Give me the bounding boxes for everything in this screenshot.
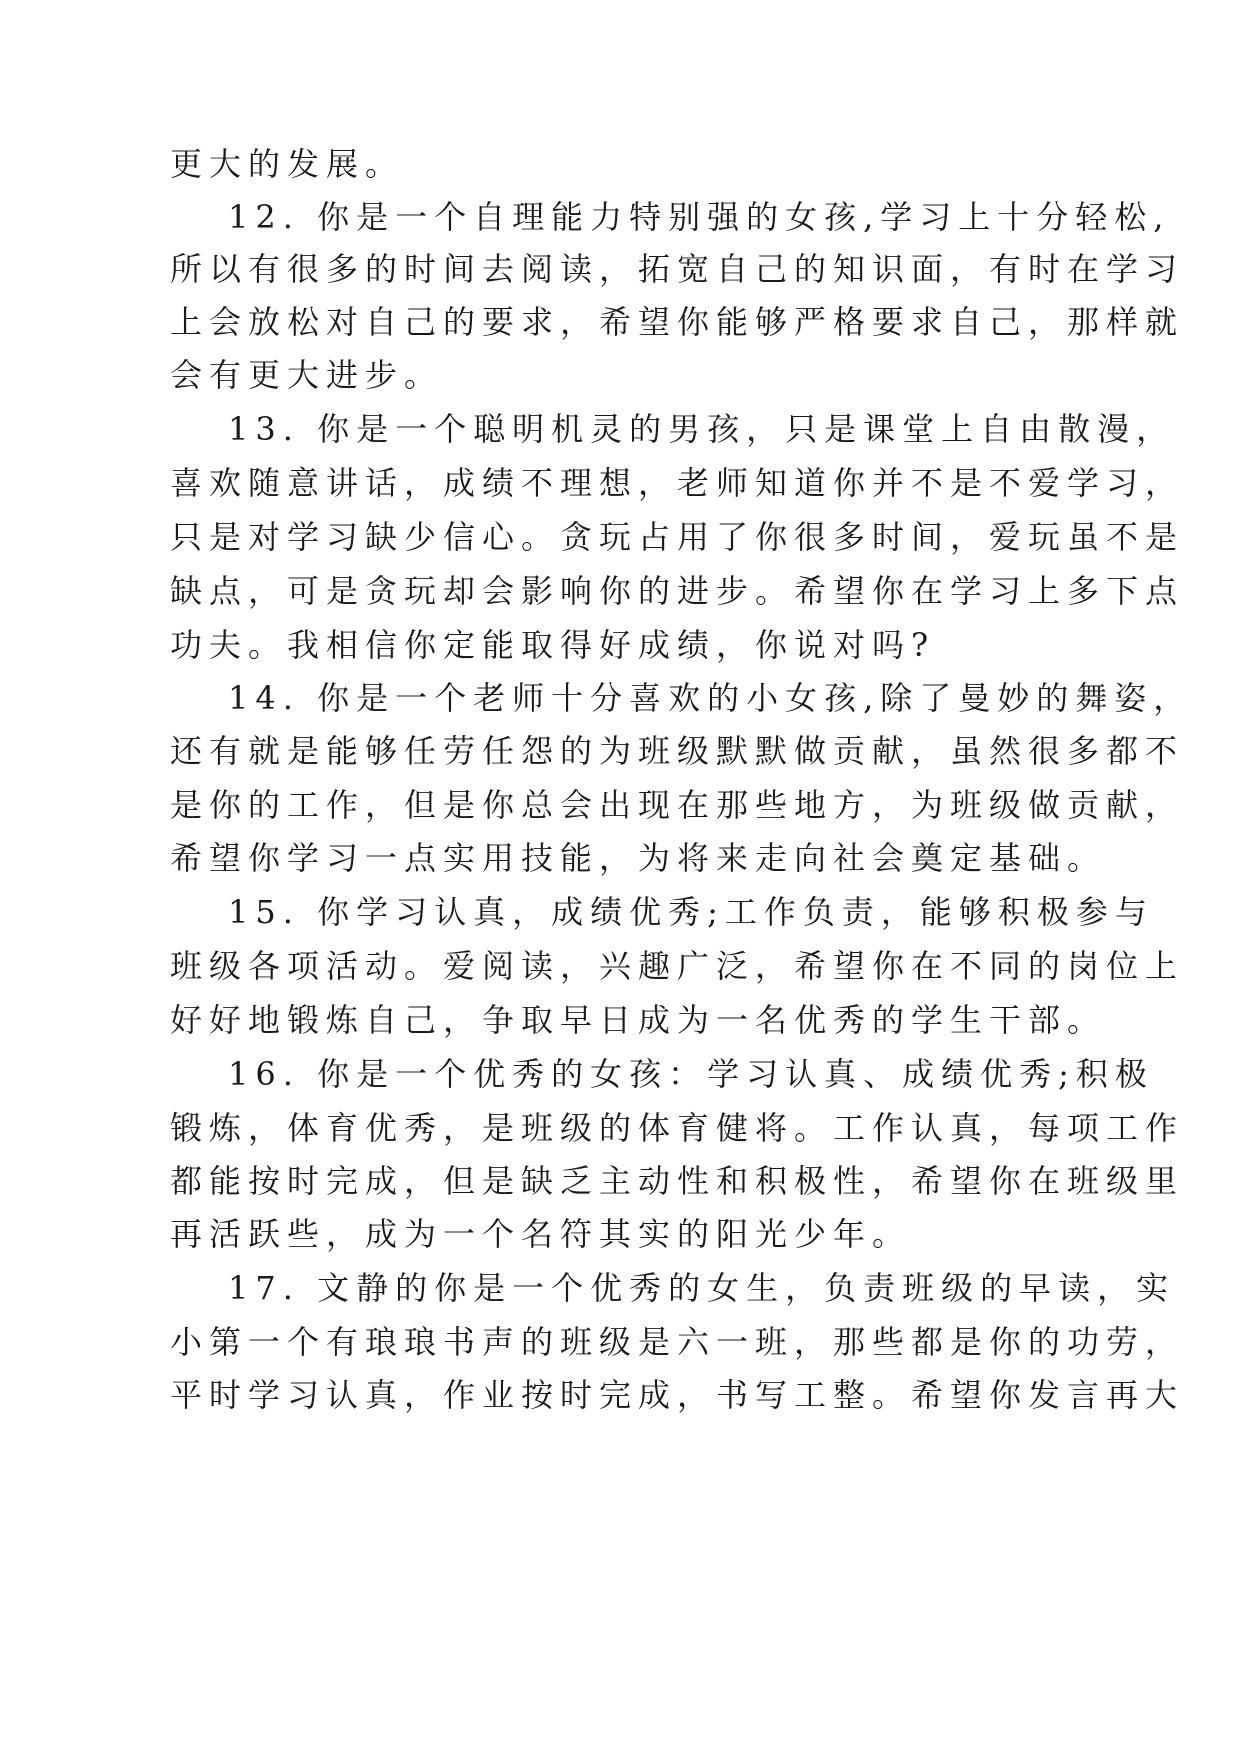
text-line: 会有更大进步。 (170, 356, 444, 394)
text-line: 只是对学习缺少信心。贪玩占用了你很多时间，爱玩虽不是 (170, 518, 1185, 556)
text-line: 小第一个有琅琅书声的班级是六一班，那些都是你的功劳， (170, 1323, 1185, 1361)
text-line: 还有就是能够任劳任怨的为班级默默做贡献，虽然很多都不 (170, 732, 1185, 770)
text-line: 上会放松对自己的要求，希望你能够严格要求自己，那样就 (170, 303, 1185, 341)
text-line: 班级各项活动。爱阅读，兴趣广泛，希望你在不同的岗位上 (170, 947, 1185, 985)
text-line: 锻炼，体育优秀，是班级的体育健将。工作认真，每项工作 (170, 1109, 1185, 1147)
text-line: 都能按时完成，但是缺乏主动性和积极性，希望你在班级里 (170, 1162, 1185, 1200)
text-line: 功夫。我相信你定能取得好成绩，你说对吗? (170, 626, 936, 664)
text-line: 缺点，可是贪玩却会影响你的进步。希望你在学习上多下点 (170, 572, 1185, 610)
text-line: 再活跃些，成为一个名符其实的阳光少年。 (170, 1215, 912, 1253)
paragraph-17-first-line: 17. 文静的你是一个优秀的女生，负责班级的早读，实 (228, 1269, 1176, 1307)
paragraph-14-first-line: 14. 你是一个老师十分喜欢的小女孩,除了曼妙的舞姿， (228, 679, 1193, 717)
text-line: 好好地锻炼自己，争取早日成为一名优秀的学生干部。 (170, 1001, 1107, 1039)
paragraph-16-first-line: 16. 你是一个优秀的女孩：学习认真、成绩优秀;积极 (228, 1055, 1154, 1093)
text-line: 所以有很多的时间去阅读，拓宽自己的知识面，有时在学习 (170, 250, 1185, 288)
text-line: 希望你学习一点实用技能，为将来走向社会奠定基础。 (170, 839, 1107, 877)
text-line: 喜欢随意讲话，成绩不理想，老师知道你并不是不爱学习， (170, 464, 1185, 502)
paragraph-12-first-line: 12. 你是一个自理能力特别强的女孩,学习上十分轻松, (228, 198, 1171, 236)
paragraph-13-first-line: 13. 你是一个聪明机灵的男孩，只是课堂上自由散漫， (228, 410, 1176, 448)
text-line: 更大的发展。 (170, 145, 405, 183)
paragraph-15-first-line: 15. 你学习认真，成绩优秀;工作负责，能够积极参与 (228, 893, 1154, 931)
text-line: 平时学习认真，作业按时完成，书写工整。希望你发言再大 (170, 1376, 1185, 1414)
text-line: 是你的工作，但是你总会出现在那些地方，为班级做贡献， (170, 786, 1185, 824)
